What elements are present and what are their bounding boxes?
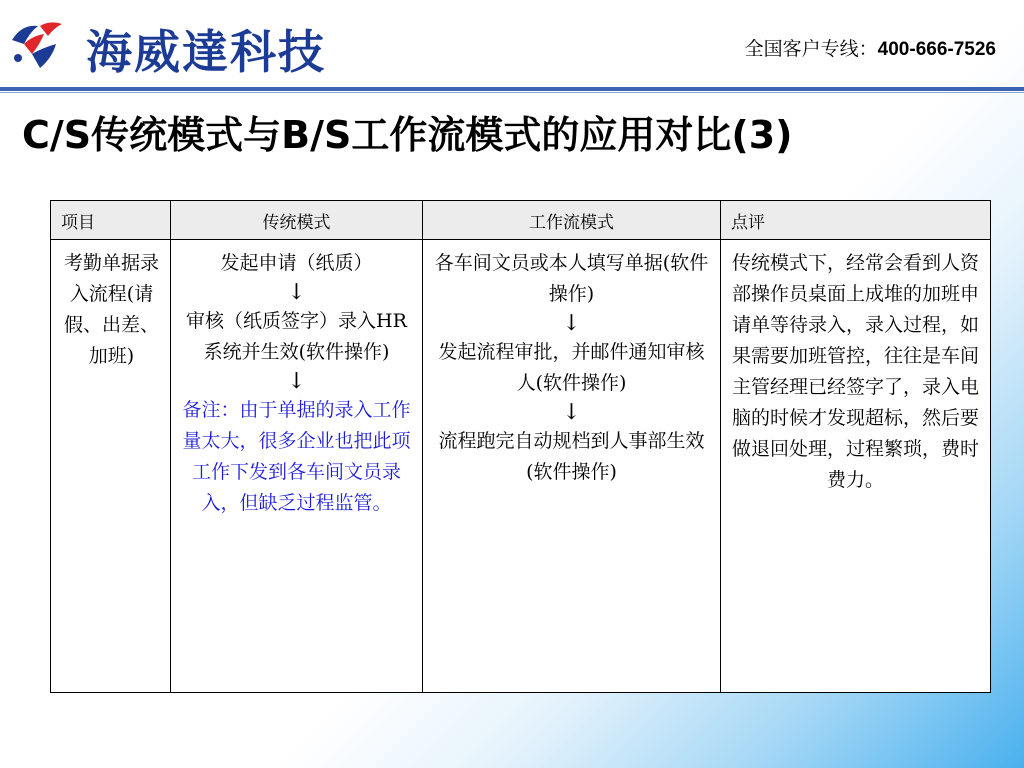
down-arrow-icon: ↓ [287,369,306,394]
cell-workflow [423,240,721,693]
down-arrow-icon: ↓ [287,280,306,305]
traditional-note: 备注：由于单据的录入工作量太大，很多企业也把此项工作下发到各车间文员录入，但缺乏过程监管。 [182,399,411,514]
header-divider [0,87,1024,91]
cell-item [51,240,171,693]
down-arrow-icon: ↓ [562,311,581,336]
header-divider-thin [0,92,1024,93]
down-arrow-icon: ↓ [562,400,581,425]
hotline-number: 400-666-7526 [877,39,996,60]
hotline-label: 全国客户专线： [744,38,878,60]
logo-mark-icon [4,14,66,76]
table-row [51,240,991,693]
header-workflow: 工作流模式 [423,201,721,240]
header-comment: 点评 [721,201,991,240]
cell-comment [721,240,991,693]
workflow-step-1: 各车间文员或本人填写单据(软件操作) [434,252,709,305]
page-title: C/S传统模式与B/S工作流模式的应用对比(3) [22,113,793,157]
table-header-row [51,201,991,240]
header-traditional: 传统模式 [171,201,423,240]
cell-traditional [171,240,423,693]
customer-hotline [745,34,996,61]
workflow-step-3: 流程跑完自动规档到人事部生效(软件操作) [438,430,705,483]
comparison-table [50,200,991,693]
comment-text: 传统模式下，经常会看到人资部操作员桌面上成堆的加班申请单等待录入，录入过程，如果需要加班管控，往往是车间主管经理已经签字了，录入电脑的时候才发现超标，然后要做退回处理，过程繁琐，费时费力。 [731,252,979,491]
header-item: 项目 [51,201,171,240]
traditional-step-2: 审核（纸质签字）录入HR系统并生效(软件操作) [186,310,407,363]
slide-header [0,0,1024,90]
item-text: 考勤单据录入流程(请假、出差、加班) [63,252,159,367]
traditional-step-1: 发起申请（纸质） [220,252,373,274]
workflow-step-2: 发起流程审批，并邮件通知审核人(软件操作) [438,341,705,394]
company-logo-text: 海威達科技 [86,25,326,79]
